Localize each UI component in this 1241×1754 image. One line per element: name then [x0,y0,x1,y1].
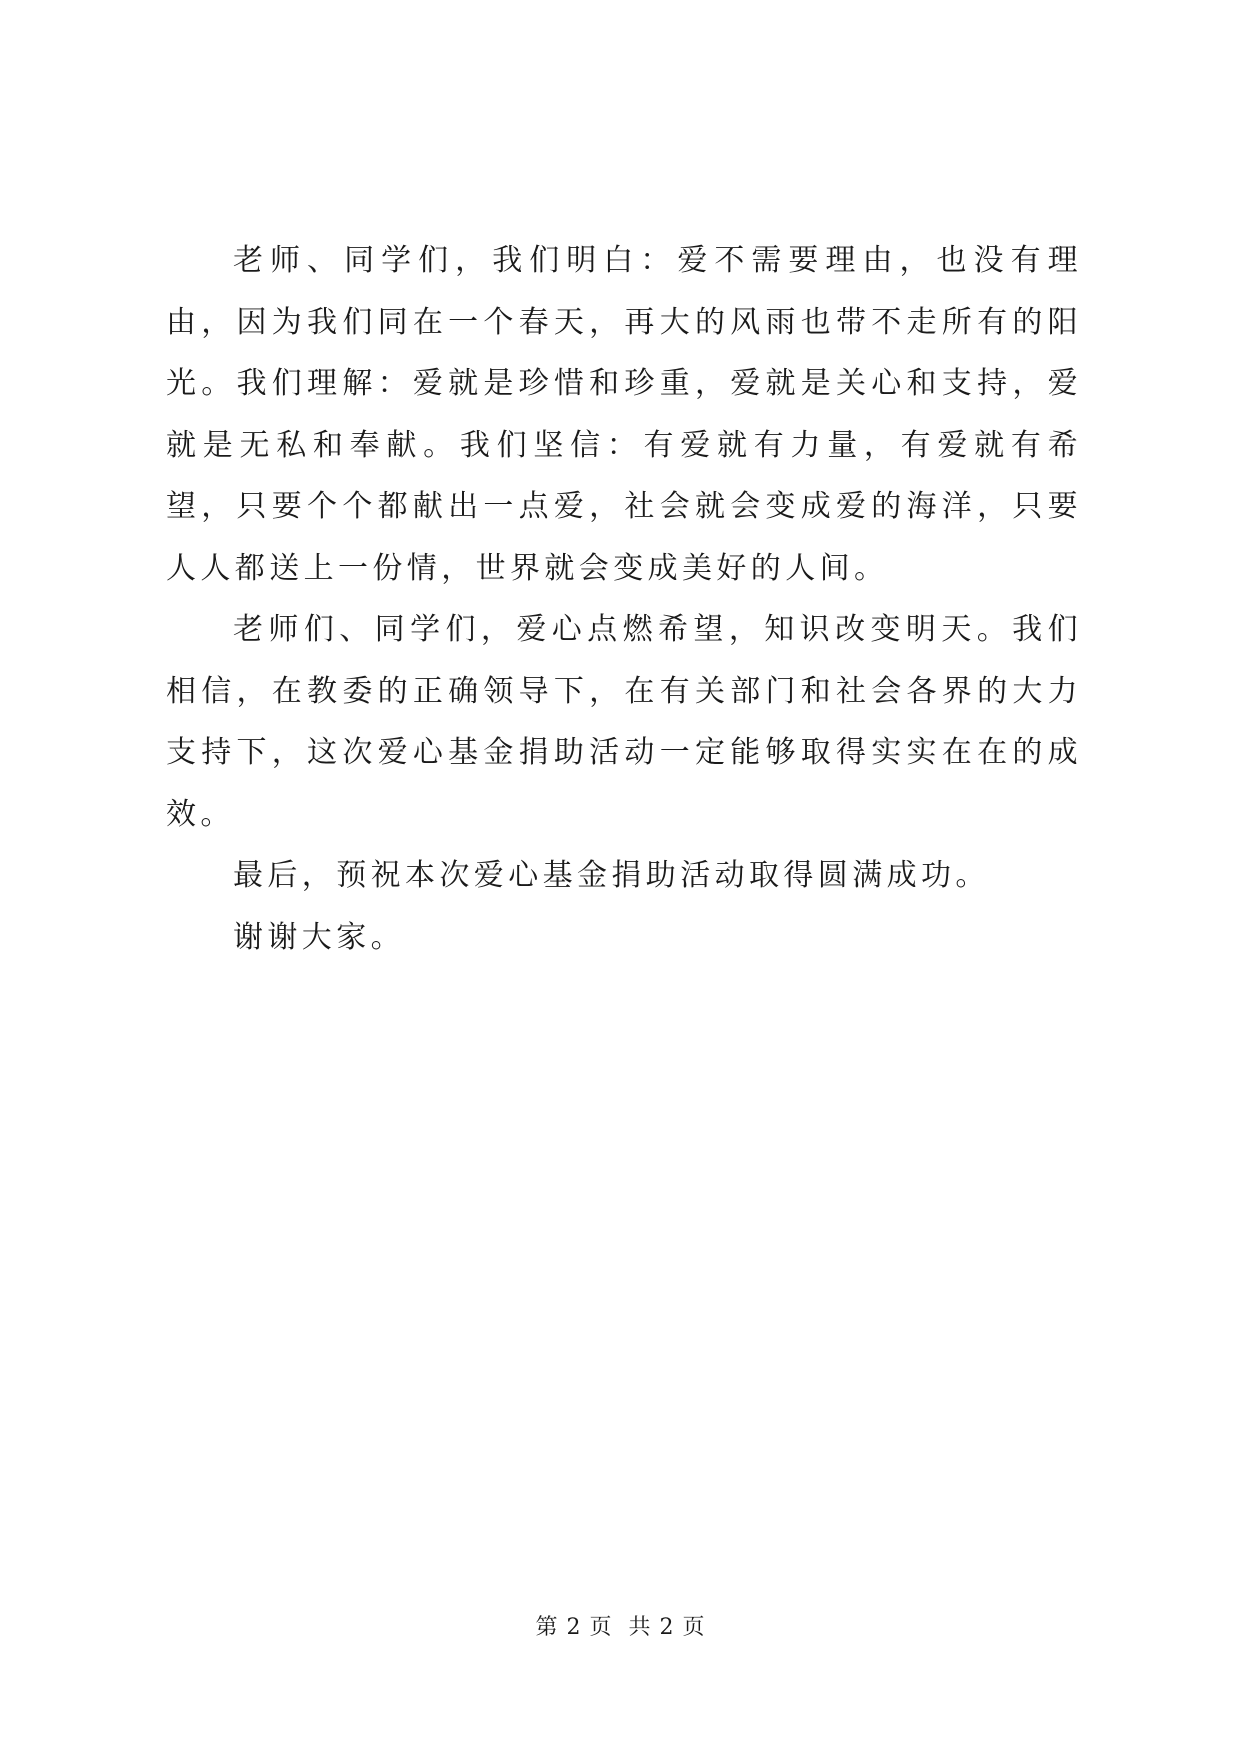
paragraph-1: 老师、同学们，我们明白：爱不需要理由，也没有理由，因为我们同在一个春天，再大的风雨也带不走所有的阳光。我们理解：爱就是珍惜和珍重，爱就是关心和支持，爱就是无私和奉献。我们坚信：有爱就有力量，有爱就有希望，只要个个都献出一点爱，社会就会变成爱的海洋，只要人人都送上一份情，世界就会变成美好的人间。 [166,243,1082,586]
paragraph-2: 老师们、同学们，爱心点燃希望，知识改变明天。我们相信，在教委的正确领导下，在有关部门和社会各界的大力支持下，这次爱心基金捐助活动一定能够取得实实在在的成效。 [166,612,1082,832]
page-number-label: 第 2 页 共 2 页 [535,1615,706,1640]
page-footer [0,1610,1241,1641]
paragraph-4: 谢谢大家。 [233,919,405,955]
paragraph-3: 最后，预祝本次爱心基金捐助活动取得圆满成功。 [233,858,990,893]
document-body [166,230,1082,968]
